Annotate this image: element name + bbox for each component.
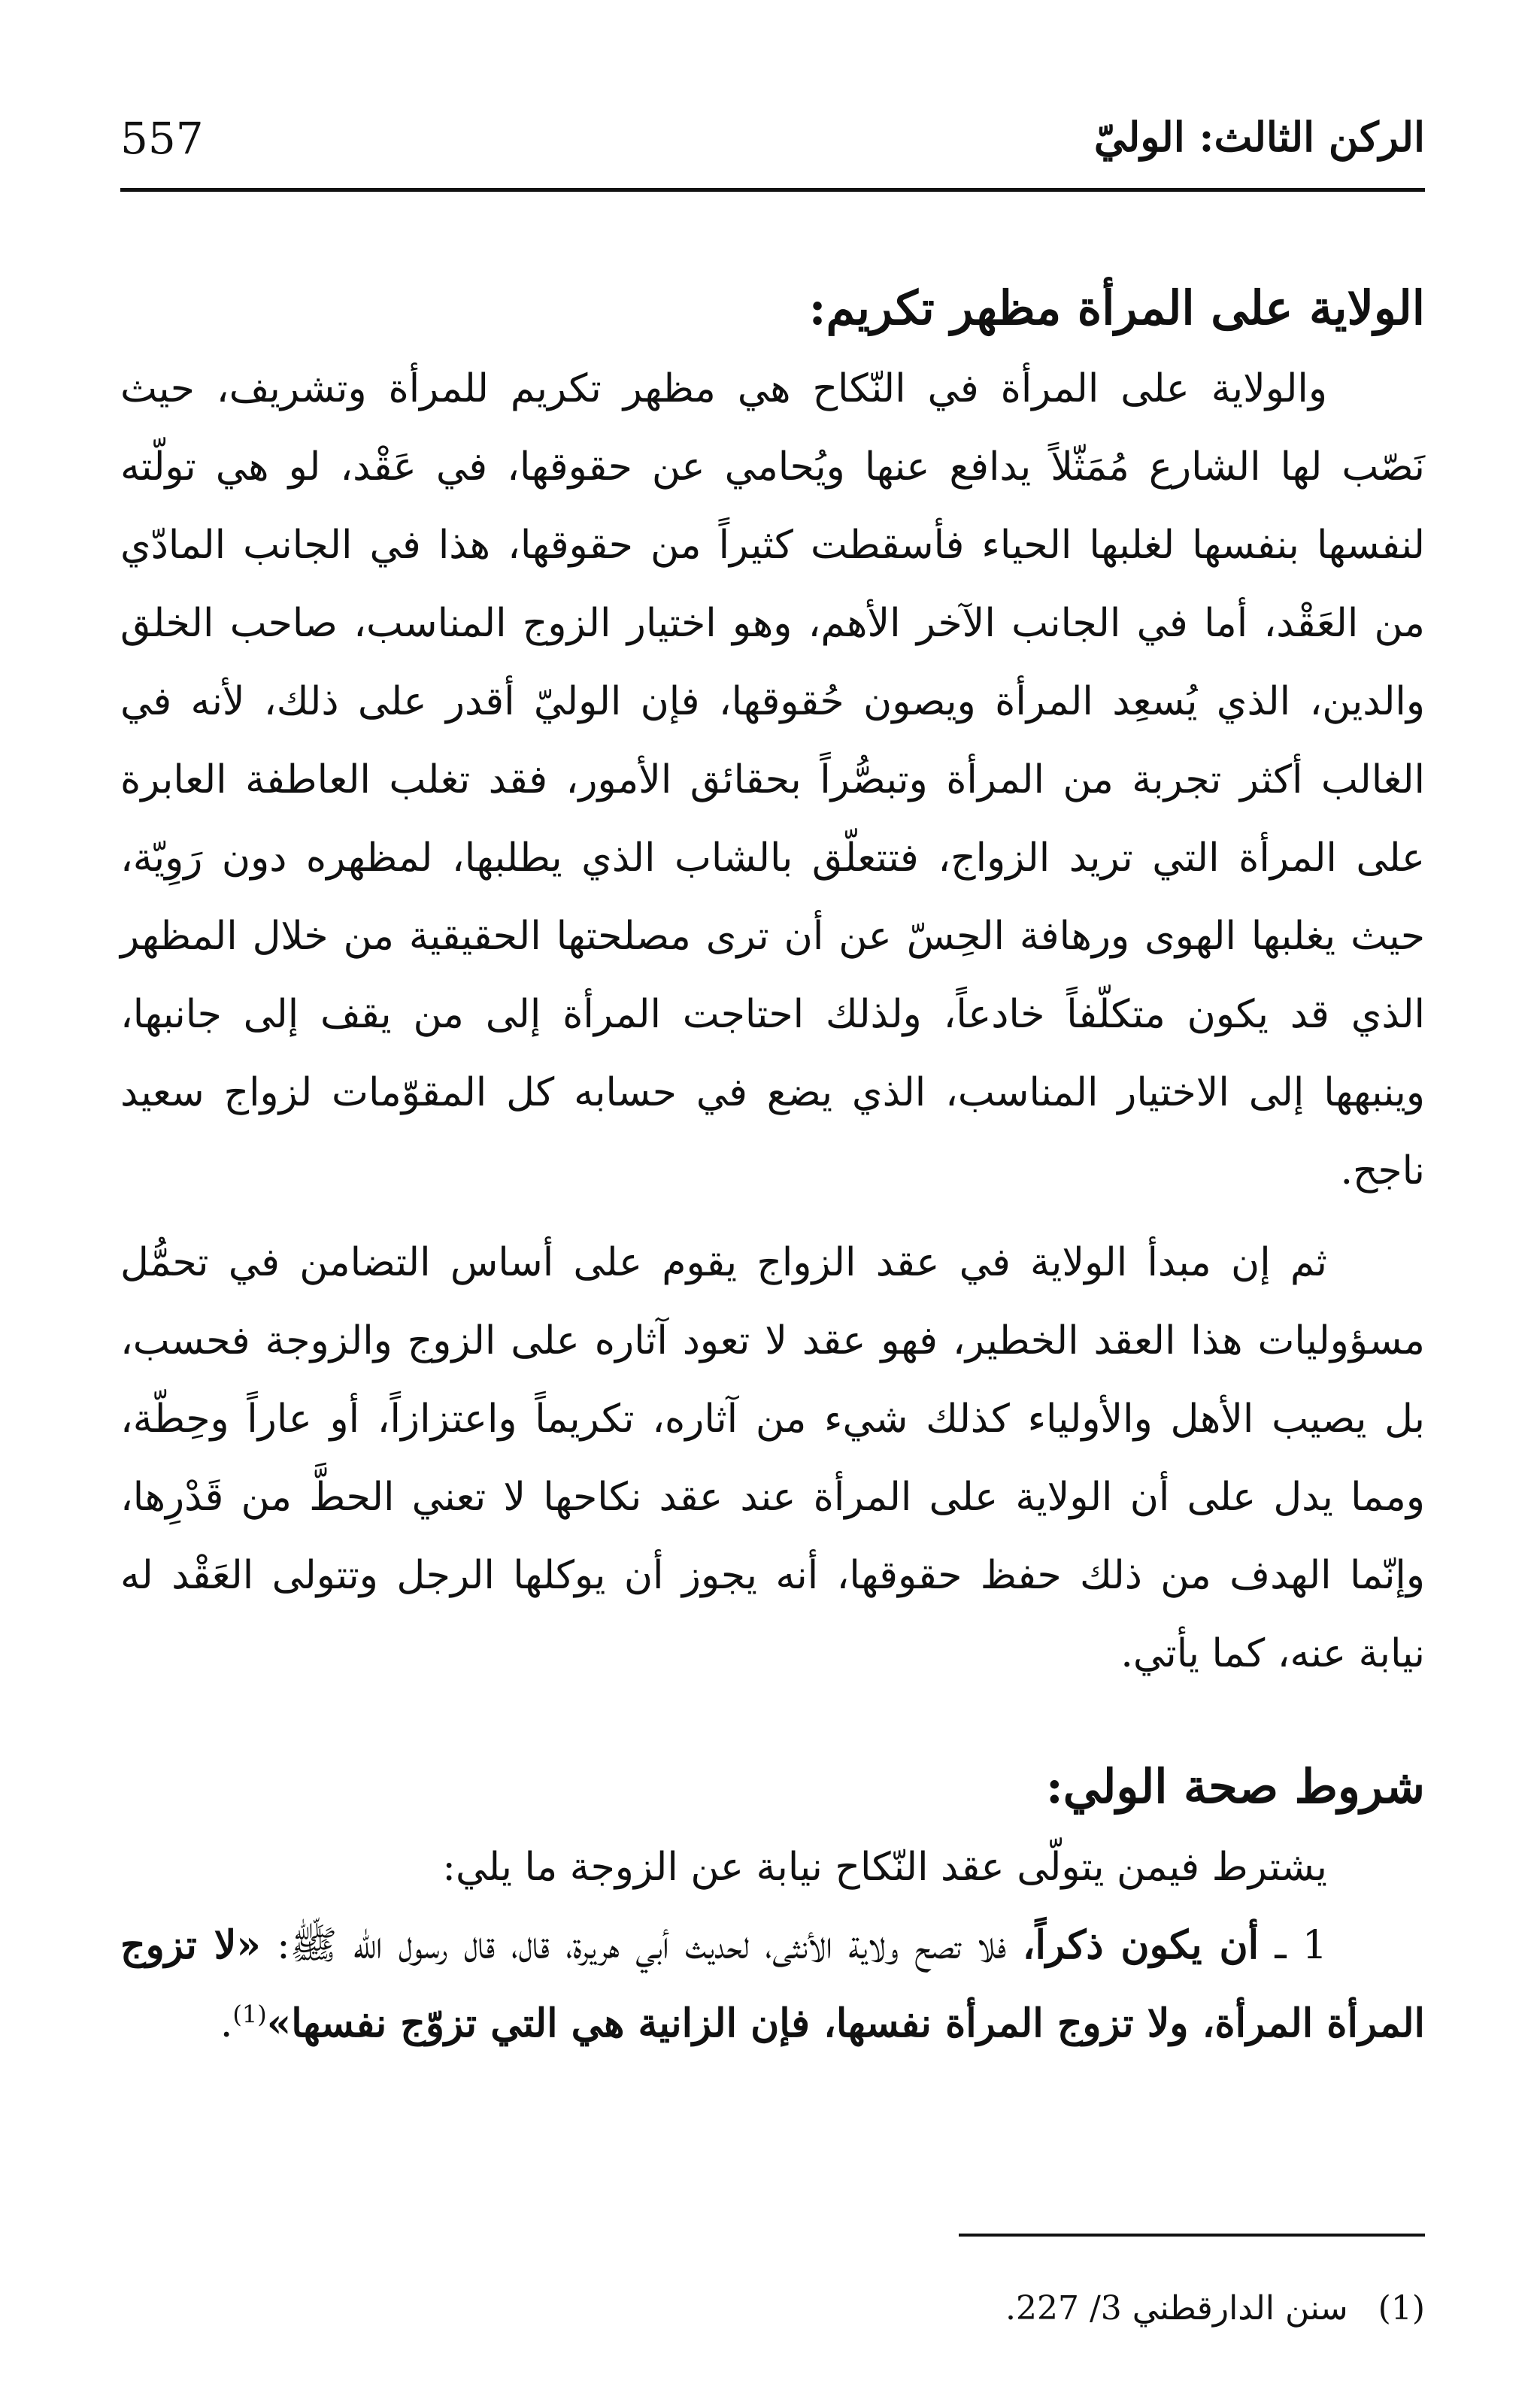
conditions-intro: يشترط فيمن يتولّى عقد النّكاح نيابة عن الزوجة ما يلي: [442,1845,1327,1890]
body-paragraph: والولاية على المرأة في النّكاح هي مظهر تكريم للمرأة وتشريف، حيث نَصّب لها الشارع مُمَثّلاً يدافع عنها ويُحامي عن حقوقها، في عَقْد، لو هي تولّته لنفسها بنفسها لغلبها الحياء فأسقطت كثيراً من حقوقها، هذا في الجانب المادّي من العَقْد، أما في الجانب الآخر الأهم، وهو اختيار الزوج المناسب، صاحب الخلق والدين، الذي يُسعِد المرأة ويصون حُقوقها، فإن الوليّ أقدر على ذلك، لأنه في الغالب أكثر تجربة من المرأة وتبصُّراً بحقائق الأمور، فقد تغلب العاطفة العابرة على المرأة التي تريد الزواج، فتتعلّق بالشاب الذي يطلبها، لمظهره دون رَوِيّة، حيث يغلبها الهوى ورهافة الحِسّ عن أن ترى مصلحتها الحقيقية من خلال المظهر الذي قد يكون متكلّفاً خادعاً، ولذلك احتاجت المرأة إلى من يقف إلى جانبها، وينبهها إلى الاختيار المناسب، الذي يضع في حسابه كل المقوّمات لزواج سعيد ناجح. [120,366,1425,1193]
footnote-text: سنن الدارقطني 3/ 227. [1005,2289,1348,2328]
page-body [120,267,1425,2063]
paragraph-spacer [120,1210,1425,1224]
body-paragraph: ثم إن مبدأ الولاية في عقد الزواج يقوم على أساس التضامن في تحمُّل مسؤوليات هذا العقد الخطير، فهو عقد لا تعود آثاره على الزوج والزوجة فحسب، بل يصيب الأهل والأولياء كذلك شيء من آثاره، تكريماً واعتزازاً، أو عاراً وحِطّة، ومما يدل على أن الولاية على المرأة عند عقد نكاحها لا تعني الحطَّ من قَدْرِها، وإنّما الهدف من ذلك حفظ حقوقها، أنه يجوز أن يوكلها الرجل وتتولى العَقْد له نيابة عنه، كما يأتي. [120,1240,1425,1676]
running-title: الركن الثالث: الوليّ [1093,113,1425,161]
sentence-end: . [220,2001,233,2046]
running-header [120,105,1425,188]
page-number: 557 [120,113,204,164]
book-page [120,105,1425,2354]
footnote-rule [959,2234,1425,2237]
footnote [120,2279,1425,2339]
condition-text: فلا تصح ولاية الأنثى، لحديث أبي هريرة، قال، قال رسول الله ﷺ: [260,1923,1023,1968]
hadith-quote: «لا تزوج المرأة المرأة، ولا تزوج المرأة نفسها، فإن الزانية هي التي تزوّج نفسها» [120,1922,1425,2046]
footnote-reference: (1) [232,2000,267,2029]
footnote-marker: (1) [1378,2289,1425,2328]
header-rule [120,188,1425,192]
section-heading-guardianship-honor: الولاية على المرأة مظهر تكريم: [808,281,1425,335]
section-spacer [120,1693,1425,1745]
condition-lead: أن يكون ذكراً، [1022,1922,1260,1968]
condition-number: 1 ـ [1275,1923,1327,1968]
condition-item-1 [120,1906,1425,2063]
section-heading-guardian-conditions: شروط صحة الولي: [1045,1759,1425,1814]
